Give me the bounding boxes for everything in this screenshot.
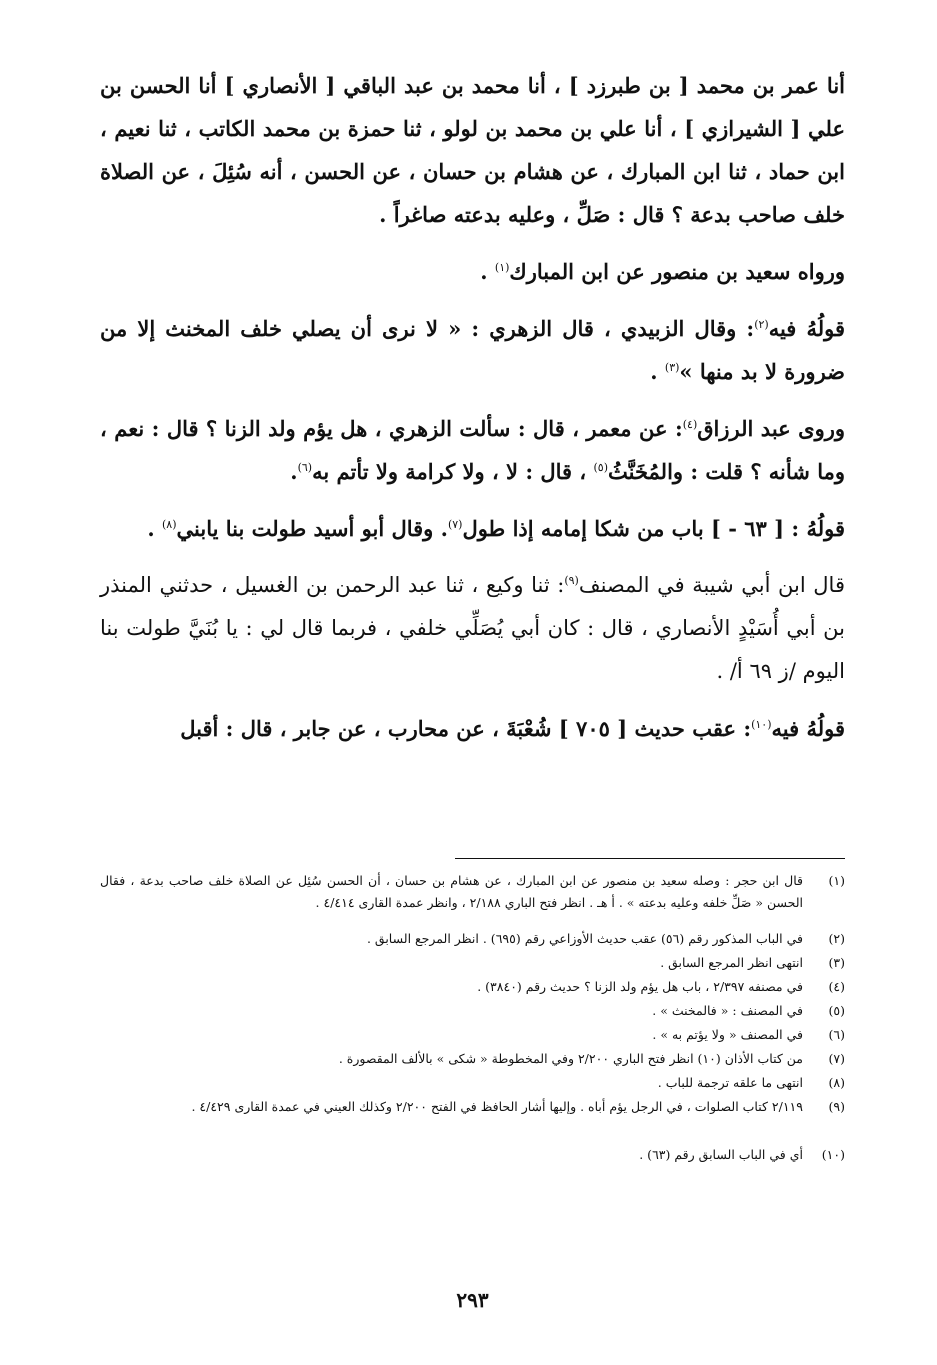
page-number: ٢٩٣ xyxy=(456,1288,489,1312)
paragraph-chapter-63-b: . وقال أبو أسيد طولت بنا يابني xyxy=(176,516,448,541)
footnote-number: (٥) xyxy=(828,1003,845,1018)
footnote-text: في المصنف : « فالمخنث » . xyxy=(652,1003,803,1018)
footnote-text: انتهى انظر المرجع السابق . xyxy=(660,955,803,970)
footnote-5 xyxy=(100,1000,845,1022)
paragraph-ibn-abi-shaiba xyxy=(100,564,845,693)
footnotes xyxy=(100,870,845,1168)
paragraph-chapter-63-end: . xyxy=(147,516,162,541)
footnote-ref-4[interactable]: (٤) xyxy=(682,418,698,431)
paragraph-zubaidi xyxy=(100,307,845,393)
paragraph-ibn-mansur: ورواه سعيد بن منصور عن ابن المبارك$^{(١)}$ . xyxy=(480,259,845,284)
footnote-4 xyxy=(100,976,845,998)
paragraph-isnad xyxy=(100,64,845,236)
footnote-number: (٨) xyxy=(828,1075,845,1090)
footnote-ref-9[interactable]: (٩) xyxy=(564,574,579,587)
footnote-number: (٦) xyxy=(828,1027,845,1042)
footnote-ref-8[interactable]: (٨) xyxy=(162,518,177,531)
footnote-ref-6[interactable]: (٦) xyxy=(297,461,313,474)
footnote-3 xyxy=(100,952,845,974)
footnote-ref-10[interactable]: (١٠) xyxy=(751,718,772,731)
paragraph-shuba xyxy=(100,707,845,750)
paragraph-ibn-abi-shaiba-b: : ثنا وكيع ، ثنا عبد الرحمن بن الغسيل ، حدثني المنذر بن أبي أُسَيْدٍ الأنصاري ، قال : كان أبي يُصَلِّي خلفي ، فربما قال لي : يا بُنَيَّ طولت بنا اليوم /ز ٦٩ أ/ . xyxy=(100,573,845,683)
footnote-8 xyxy=(100,1072,845,1094)
footnote-text: ٢/١١٩ كتاب الصلوات ، في الرجل يؤم أباه . وإليها أشار الحافظ في الفتح ٢/٢٠٠ وكذلك العيني في عمدة القارى ٤/٤٢٩ . xyxy=(191,1099,803,1114)
document-page xyxy=(100,64,845,1365)
paragraph-isnad-text: أنا عمر بن محمد [ بن طبرزد ] ، أنا محمد بن عبد الباقي [ الأنصاري ] أنا الحسن بن علي [ الشيرازي ] ، أنا علي بن محمد بن لولو ، ثنا حمزة بن محمد الكاتب ، ثنا نعيم ، ابن حماد ، ثنا ابن المبارك ، عن هشام بن حسان ، عن الحسن ، أنه سُئِلَ ، عن الصلاة خلف صاحب بدعة ؟ قال : صَلِّ ، وعليه بدعته صاغراً . xyxy=(100,73,845,227)
main-text xyxy=(100,64,845,750)
footnote-text: في مصنفه ٢/٣٩٧ ، باب هل يؤم ولد الزنا ؟ حديث رقم (٣٨٤٠) . xyxy=(477,979,803,994)
footnote-ref-5[interactable]: (٥) xyxy=(593,461,609,474)
footnote-ref-2[interactable]: (٢) xyxy=(754,318,769,331)
paragraph-abd-al-razzaq-b: : عن معمر ، قال : سألت الزهري ، هل يؤم ولد الزنا ؟ قال : نعم ، وما شأنه ؟ قلت : والمُخَنَّثُ xyxy=(100,416,845,484)
paragraph-shuba-a: قولُهُ فيه xyxy=(771,716,845,741)
paragraph-chapter-63 xyxy=(100,507,845,550)
footnote-text: قال ابن حجر : وصله سعيد بن منصور عن ابن المبارك ، عن هشام بن حسان ، أن الحسن سُئِل عن الصلاة خلف صاحب بدعة ، فقال الحسن « صَلِّ خلفه وعليه بدعته » . أ هـ . انظر فتح الباري ٢/١٨٨ ، وانظر عمدة القارى ٤/٤١٤ . xyxy=(100,873,803,910)
footnote-text: انتهى ما علقه ترجمة للباب . xyxy=(657,1075,803,1090)
footnote-number: (٧) xyxy=(828,1051,845,1066)
paragraph-zubaidi-text: : وقال الزبيدي ، قال الزهري : « لا نرى أن يصلي خلف المخنث إلا من ضرورة لا بد منها » xyxy=(100,316,845,384)
paragraph-chapter-63-a: قولُهُ : [ ٦٣ - ] باب من شكا إمامه إذا طول xyxy=(462,516,845,541)
footnote-1 xyxy=(100,870,845,914)
paragraph-zubaidi-end: . xyxy=(650,359,665,384)
paragraph-abd-al-razzaq-end: . xyxy=(290,459,298,484)
footnote-ref-7[interactable]: (٧) xyxy=(447,518,463,531)
footnote-text: في الباب المذكور رقم (٥٦) عقب حديث الأوزاعي رقم (٦٩٥) . انظر المرجع السابق . xyxy=(366,931,803,946)
footnote-number: (١) xyxy=(828,873,845,888)
footnote-number: (٩) xyxy=(828,1099,845,1114)
footnote-divider xyxy=(455,858,845,859)
footnote-10 xyxy=(100,1144,845,1166)
footnote-text: أي في الباب السابق رقم (٦٣) . xyxy=(639,1147,803,1162)
paragraph-shuba-b: : عقب حديث [ ٧٠٥ ] شُعْبَةَ ، عن محارب ، عن جابر ، قال : أقبل xyxy=(180,716,752,741)
footnote-6 xyxy=(100,1024,845,1046)
footnote-number: (١٠) xyxy=(821,1147,845,1162)
paragraph-abd-al-razzaq xyxy=(100,407,845,493)
paragraph-abd-al-razzaq-a: وروى عبد الرزاق xyxy=(697,416,846,441)
footnote-ref-3[interactable]: (٣) xyxy=(664,361,680,374)
paragraph-ibn-abi-shaiba-a: قال ابن أبي شيبة في المصنف xyxy=(578,573,845,597)
footnote-number: (٢) xyxy=(828,931,845,946)
footnote-7 xyxy=(100,1048,845,1070)
footnote-2 xyxy=(100,928,845,950)
footnote-number: (٣) xyxy=(828,955,845,970)
paragraph-ibn-mansur-text: ورواه سعيد بن منصور عن ابن المبارك xyxy=(509,259,845,284)
paragraph-abd-al-razzaq-c: ، قال : لا ، ولا كرامة ولا تأتم به xyxy=(312,459,594,484)
footnote-number: (٤) xyxy=(828,979,845,994)
footnote-9 xyxy=(100,1096,845,1118)
footnote-text: من كتاب الأذان (١٠) انظر فتح الباري ٢/٢٠٠ وفي المخطوطة « شكى » بالألف المقصورة . xyxy=(338,1051,803,1066)
footnote-text: في المصنف « ولا يؤتم به » . xyxy=(652,1027,803,1042)
paragraph-zubaidi-lead: قولُهُ فيه xyxy=(768,316,845,341)
footnote-ref-1[interactable]: (١) xyxy=(494,261,510,274)
